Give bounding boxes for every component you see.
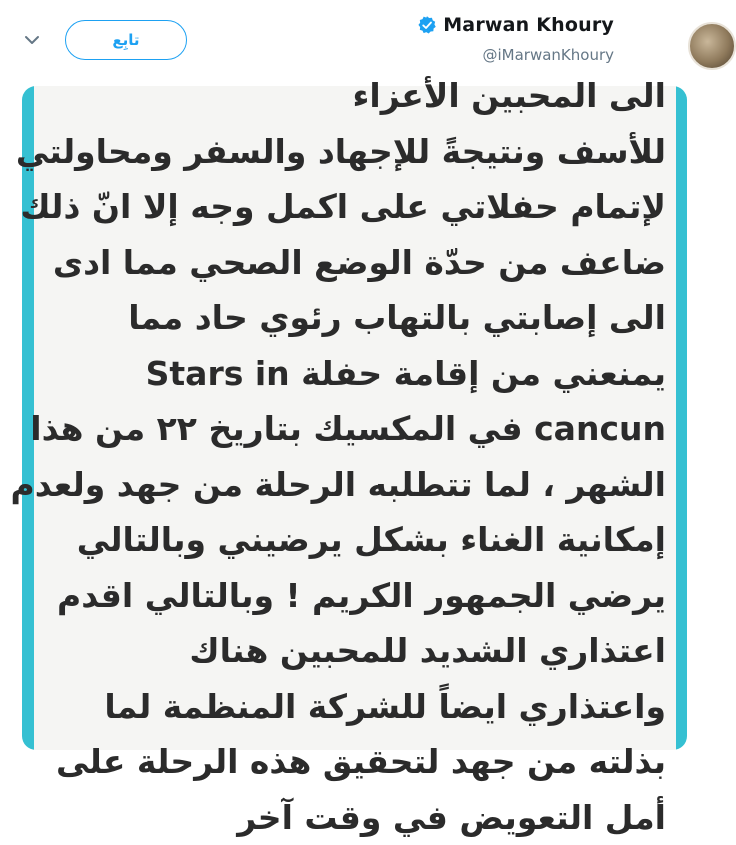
note-text xyxy=(66,68,666,845)
note-line: يرضي الجمهور الكريم ! وبالتالي اقدم xyxy=(66,568,666,624)
note-line: بذلته من جهد لتحقيق هذه الرحلة على xyxy=(66,734,666,790)
note-line: الى المحبين الأعزاء xyxy=(66,68,666,124)
note-line: اعتذاري الشديد للمحبين هناك xyxy=(66,623,666,679)
note-line: أمل التعويض في وقت آخر xyxy=(66,790,666,845)
note-paper xyxy=(34,86,676,750)
tweet-image[interactable] xyxy=(22,86,687,750)
note-line: لإتمام حفلاتي على اكمل وجه إلا انّ ذلك xyxy=(66,179,666,235)
user-info[interactable] xyxy=(354,14,614,70)
note-line: للأسف ونتيجةً للإجهاد والسفر ومحاولتي xyxy=(66,124,666,180)
chevron-down-icon[interactable] xyxy=(22,32,42,48)
avatar[interactable] xyxy=(688,22,736,70)
name-row[interactable] xyxy=(417,14,614,36)
user-handle[interactable]: @iMarwanKhoury xyxy=(482,46,614,64)
display-name[interactable]: Marwan Khoury xyxy=(443,14,614,36)
note-line: يمنعني من إقامة حفلة Stars in xyxy=(66,346,666,402)
note-line: واعتذاري ايضاً للشركة المنظمة لما xyxy=(66,679,666,735)
note-line: cancun في المكسيك بتاريخ ٢٢ من هذا xyxy=(66,401,666,457)
verified-badge-icon xyxy=(417,15,437,35)
note-line: الى إصابتي بالتهاب رئوي حاد مما xyxy=(66,290,666,346)
note-line: الشهر ، لما تتطلبه الرحلة من جهد ولعدم xyxy=(66,457,666,513)
follow-button[interactable]: تابِع xyxy=(65,20,187,60)
note-line: ضاعف من حدّة الوضع الصحي مما ادى xyxy=(66,235,666,291)
note-line: إمكانية الغناء بشكل يرضيني وبالتالي xyxy=(66,512,666,568)
